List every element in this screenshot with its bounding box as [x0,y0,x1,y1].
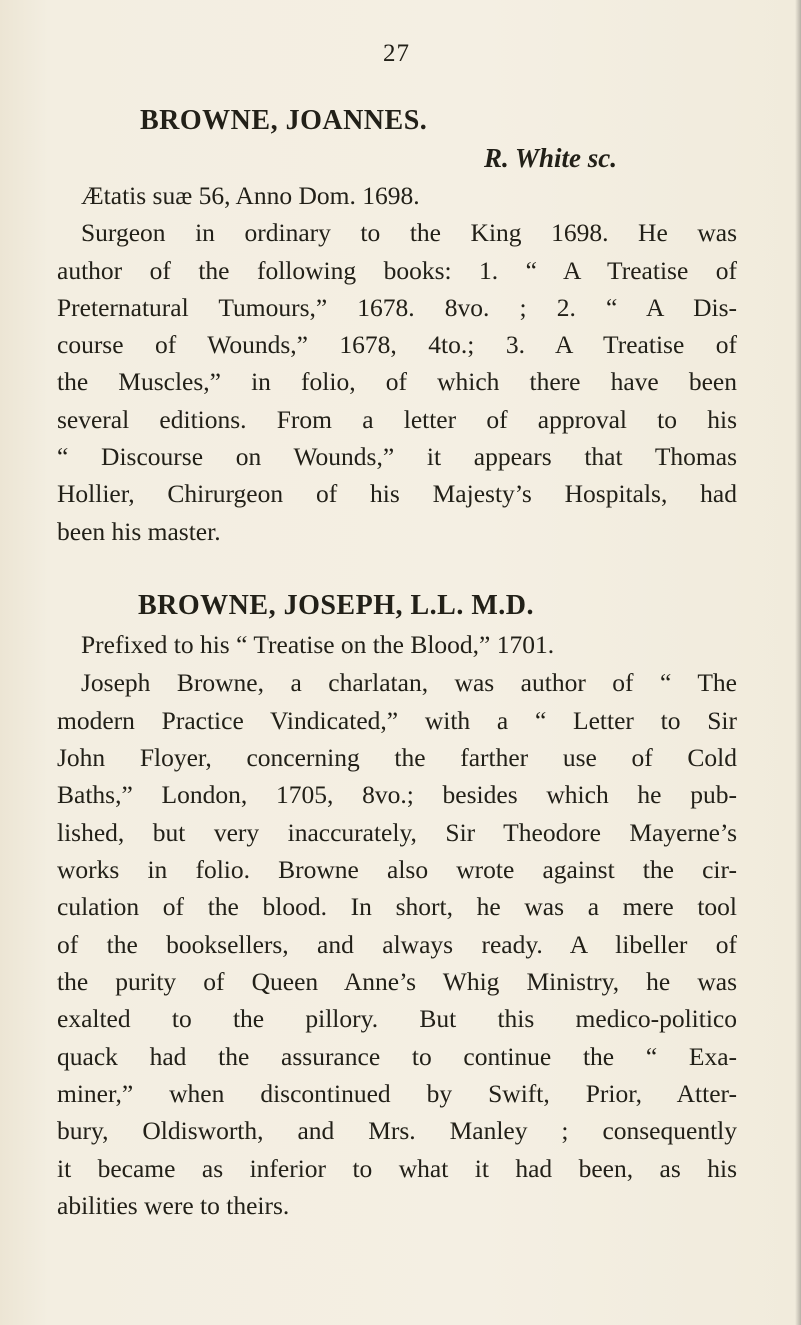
text-line: exalted to the pillory. But this medico-politico [57,1004,737,1033]
text-line: modern Practice Vindicated,” with a “ Letter to Sir [57,706,737,735]
text-line: “ Discourse on Wounds,” it appears that Thomas [57,442,737,471]
text-line: Baths,” London, 1705, 8vo.; besides which he pub- [57,780,737,809]
text-line: author of the following books: 1. “ A Treatise of [57,256,737,285]
text-line: works in folio. Browne also wrote against the cir- [57,855,737,884]
page-number: 27 [383,40,410,67]
text-line: it became as inferior to what it had been, as his [57,1154,737,1183]
text-line: Hollier, Chirurgeon of his Majesty’s Hospitals, had [57,479,737,508]
text-line: bury, Oldisworth, and Mrs. Manley ; consequently [57,1116,737,1145]
page-edge-shadow [795,0,801,1325]
entry-heading: BROWNE, JOSEPH, L.L. M.D. [138,590,534,621]
text-line: culation of the blood. In short, he was a mere tool [57,892,737,921]
text-line: quack had the assurance to continue the “ Exa- [57,1042,737,1071]
entry-heading: BROWNE, JOANNES. [140,105,428,136]
text-line: the Muscles,” in folio, of which there have been [57,367,737,396]
text-line: lished, but very inaccurately, Sir Theodore Mayerne’s [57,818,737,847]
text-line: Surgeon in ordinary to the King 1698. He was [81,218,737,247]
text-line: of the booksellers, and always ready. A libeller of [57,930,737,959]
text-line: miner,” when discontinued by Swift, Prior, Atter- [57,1079,737,1108]
text-line: Prefixed to his “ Treatise on the Blood,” 1701. [81,630,555,659]
engraver-credit: R. White sc. [484,143,618,173]
text-line: several editions. From a letter of approval to his [57,405,737,434]
text-line: abilities were to theirs. [57,1191,290,1220]
text-line: Ætatis suæ 56, Anno Dom. 1698. [81,181,420,210]
text-line: Joseph Browne, a charlatan, was author of “ The [81,668,737,697]
text-line: been his master. [57,517,221,546]
text-line: John Floyer, concerning the farther use of Cold [57,743,737,772]
text-line: course of Wounds,” 1678, 4to.; 3. A Treatise of [57,330,737,359]
text-line: the purity of Queen Anne’s Whig Ministry, he was [57,967,737,996]
text-line: Preternatural Tumours,” 1678. 8vo. ; 2. “ A Dis- [57,293,737,322]
